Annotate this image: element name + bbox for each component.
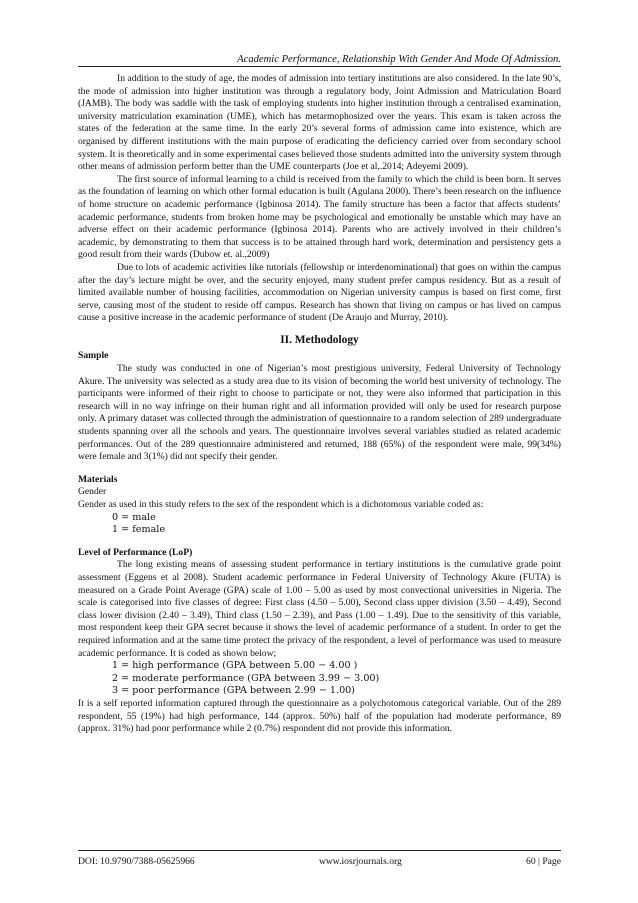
footer-page-number: 60 | Page [526, 856, 561, 867]
gender-code-male: 0 = male [112, 511, 156, 523]
materials-heading: Materials [78, 473, 118, 485]
section-heading-methodology: II. Methodology [280, 333, 359, 346]
sample-heading: Sample [78, 350, 109, 362]
article-body [78, 73, 561, 736]
page-footer [78, 850, 561, 867]
lop-code-poor: 3 = poor performance (GPA between 2.99 − 1.00) [112, 685, 356, 697]
lop-heading: Level of Performance (LoP) [78, 546, 193, 558]
running-header: Academic Performance, Relationship With Gender And Mode Of Admission. [78, 54, 561, 67]
gender-code-female: 1 = female [112, 524, 166, 536]
lop-code-high: 1 = high performance (GPA between 5.00 − 4.00 ) [112, 660, 358, 672]
intro-paragraph-family: The first source of informal learning to a child is received from the family to which the child is been born. It serves as the foundation of learning on which other formal education is built (Agulana 2000). There’s been research on the influence of home structure on academic performance (Igbinosa 2014). The family structure has been a factor that affects students’ academic performance, students from broken home may be psychological and emotionally be unstable which may have an adverse effect on their academic performance (Igbinosa 2014). Parents who are actively involved in their children’s academic, by demonstrating to them that success is to be attained through hard work, determination and persistency gets a good result from their wards (Dubow et. al.,2009) [78, 173, 561, 261]
lop-code-moderate: 2 = moderate performance (GPA between 3.99 − 3.00) [112, 672, 380, 684]
intro-paragraph-admission: In addition to the study of age, the modes of admission into tertiary institutions are also considered. In the late 90’s, the mode of admission into higher institution was through a regulatory body, Joint Admission and Matriculation Board (JAMB). The body was saddle with the task of employing students into higher institution through a centralised examination, university matriculation examination (UME), which has metarmophosized over the years. This exam is taken across the states of the federation at the same time. In the early 20’s several forms of admission came into existence, which are organised by different institutions with the main purpose of eradicating the deficiency carried over from secondary school system. It is theoretically and in some experimental cases believed those students admitted into the university system through other means of admission perform better than the UME counterparts (Joe et al,.2014; Adeyemi 2009). [78, 73, 561, 173]
gender-paragraph: Gender as used in this study refers to the sex of the respondent which is a dichotomous variable coded as: [78, 499, 484, 510]
sample-paragraph: The study was conducted in one of Nigerian’s most prestigious university, Federal University of Technology Akure. The university was selected as a study area due to its vision of becoming the world best university of technology. The participants were informed of their right to choose to participate or not, they were also informed that participation in this research will in no way infringe on their human right and all information provided will only be used for research purpose only. A primary dataset was collected through the administration of questionnaire to a random selection of 289 undergraduate students spanning over all the schools and years. The questionnaire involves several variables studied as related academic performances. Out of the 289 questionnaire administered and returned, 188 (65%) of the respondent were male, 99(34%) were female and 3(1%) did not specify their gender. [78, 363, 561, 463]
lop-closing-paragraph: It is a self reported information captured through the questionnaire as a polychotomous categorical variable. Out of the 289 respondent, 55 (19%) had high performance, 144 (approx. 50%) half of the population had moderate performance, 89 (approx. 31%) had poor performance while 2 (0.7%) respondent did not provide this information. [78, 697, 561, 735]
intro-paragraph-campus: Due to lots of academic activities like tutorials (fellowship or interdenominational) that goes on within the campus after the day’s lecture might be over, and the security enjoyed, many student prefer campus residency. But as a result of limited available number of housing facilities, accommodation on Nigerian university campus is based on first come, first serve, causing most of the student to reside off campus. Research has shown that living on campus or has lived on campus cause a positive increase in the academic performance of student (De Araujo and Murray, 2010). [78, 261, 561, 324]
footer-doi: DOI: 10.9790/7388-05625966 [78, 856, 195, 867]
gender-subheading: Gender [78, 486, 107, 498]
footer-site: www.iosrjournals.org [318, 856, 402, 867]
lop-paragraph: The long existing means of assessing student performance in tertiary institutions is the cumulative grade point assessment (Eggens et al 2008). Student academic performance in Federal University of Technology Akure (FUTA) is measured on a Grade Point Average (GPA) scale of 1.00 – 5.00 as used by most convectional universities in Nigeria. The scale is categorised into five classes of degree: First class (4.50 – 5.00), Second class upper division (3.50 – 4.49), Second class lower division (2.40 – 3.49), Third class (1.50 – 2.39), and Pass (1.00 – 1.49). Due to the sensitivity of this variable, most respondent keep their GPA secret because it shows the level of academic performance of a student. In order to get the required information and at the same time protect the privacy of the respondent, a level of performance was used to measure academic performance. It is coded as shown below; [78, 559, 561, 659]
